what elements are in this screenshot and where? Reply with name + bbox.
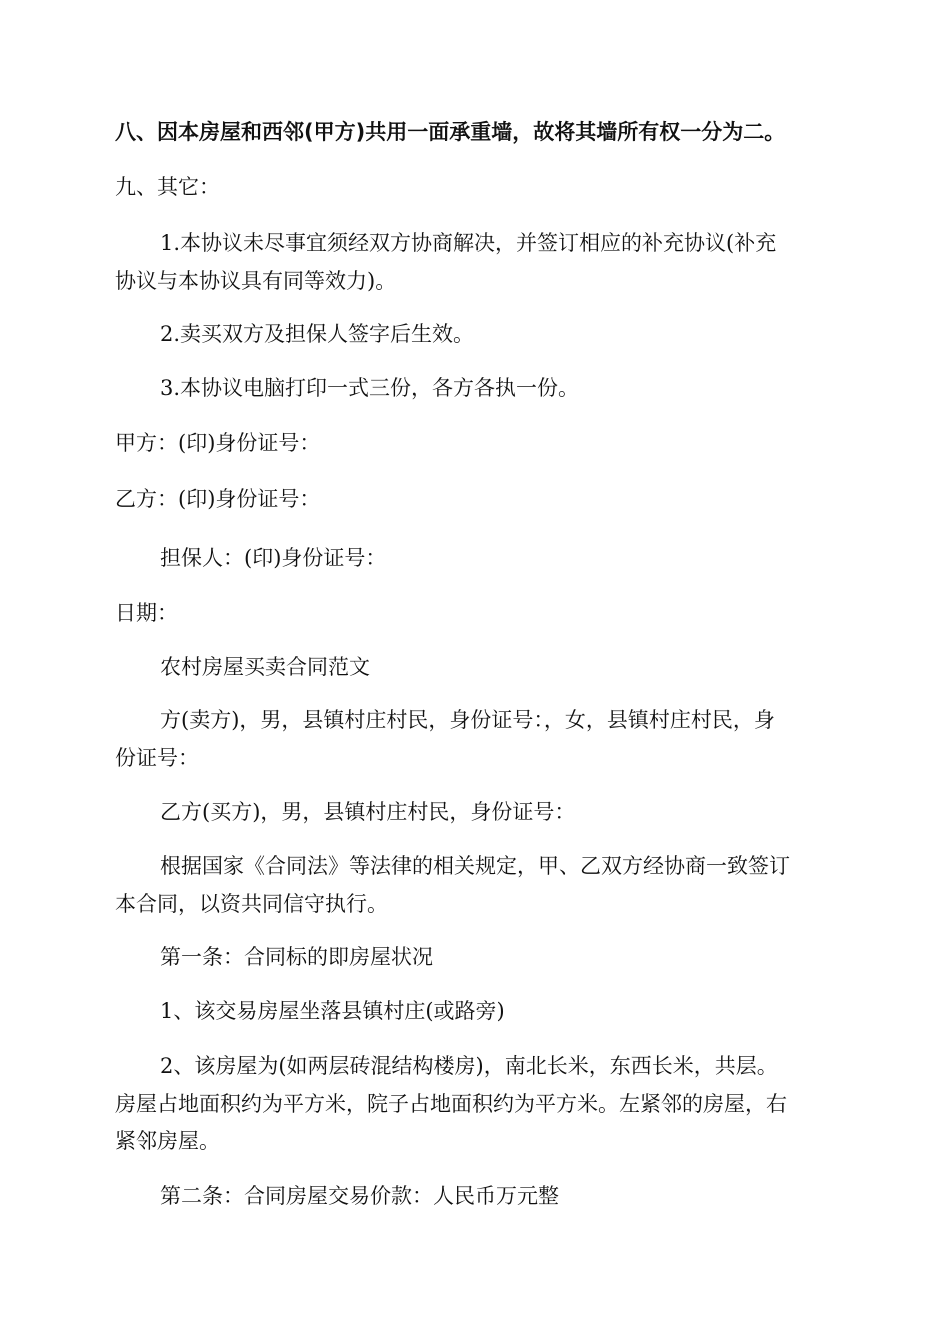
article-2-heading: 第二条：合同房屋交易价款：人民币万元整: [160, 1184, 559, 1208]
item-3: 3.本协议电脑打印一式三份，各方各执一份。: [160, 376, 580, 400]
item-1-line-2: 协议与本协议具有同等效力)。: [115, 269, 397, 293]
item-2: 2.卖买双方及担保人签字后生效。: [160, 322, 475, 346]
party-b-signature: 乙方：(印)身份证号：: [115, 487, 321, 511]
party-a-signature: 甲方：(印)身份证号：: [115, 431, 321, 455]
guarantor-signature: 担保人：(印)身份证号：: [160, 546, 387, 570]
date-line: 日期：: [115, 601, 178, 625]
section-title: 农村房屋买卖合同范文: [160, 655, 370, 679]
buyer-line: 乙方(买方)，男，县镇村庄村民，身份证号：: [160, 800, 576, 824]
preamble-line-2: 本合同，以资共同信守执行。: [115, 892, 388, 916]
seller-line-1: 方(卖方)，男，县镇村庄村民，身份证号：，女，县镇村庄村民，身: [160, 708, 775, 732]
article-1-item-2-line-1: 2、该房屋为(如两层砖混结构楼房)，南北长米，东西长米，共层。: [160, 1054, 778, 1078]
item-1-line-1: 1.本协议未尽事宜须经双方协商解决，并签订相应的补充协议(补充: [160, 231, 777, 255]
article-1-item-1: 1、该交易房屋坐落县镇村庄(或路旁): [160, 999, 505, 1023]
seller-line-2: 份证号：: [115, 746, 199, 770]
article-1-item-2-line-2: 房屋占地面积约为平方米，院子占地面积约为平方米。左紧邻的房屋，右: [115, 1092, 787, 1116]
article-1-item-2-line-3: 紧邻房屋。: [115, 1129, 220, 1153]
article-1-heading: 第一条：合同标的即房屋状况: [160, 945, 433, 969]
preamble-line-1: 根据国家《合同法》等法律的相关规定，甲、乙双方经协商一致签订: [160, 854, 790, 878]
clause-9-heading: 九、其它：: [115, 175, 220, 199]
clause-8-heading: 八、因本房屋和西邻(甲方)共用一面承重墙，故将其墙所有权一分为二。: [115, 120, 786, 144]
